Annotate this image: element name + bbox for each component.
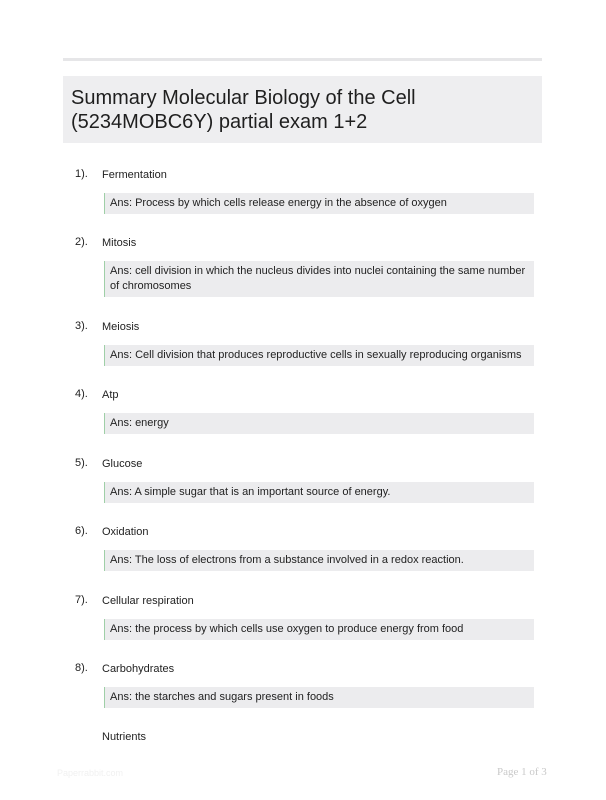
question-term: Meiosis [102, 321, 140, 333]
question-term: Cellular respiration [102, 595, 194, 607]
question-term: Mitosis [102, 237, 137, 249]
question-number: 8). [75, 662, 88, 674]
answer-box: Ans: the process by which cells use oxygen to produce energy from food [104, 619, 534, 640]
question-number: 1). [75, 168, 88, 180]
page-indicator: Page 1 of 3 [497, 766, 547, 778]
watermark-text: Paperrabbit.com [57, 768, 124, 778]
answer-box: Ans: cell division in which the nucleus divides into nuclei containing the same number of chromosomes [104, 261, 534, 297]
question-term: Carbohydrates [102, 663, 175, 675]
question-number: 6). [75, 525, 88, 537]
question-term: Oxidation [102, 526, 149, 538]
answer-box: Ans: Process by which cells release energy in the absence of oxygen [104, 193, 534, 214]
question-term: Fermentation [102, 169, 167, 181]
page-title: Summary Molecular Biology of the Cell (5234MOBC6Y) partial exam 1+2 [71, 87, 416, 133]
answer-box: Ans: A simple sugar that is an important source of energy. [104, 482, 534, 503]
question-number: 2). [75, 236, 88, 248]
question-term: Glucose [102, 458, 143, 470]
question-term: Atp [102, 389, 119, 401]
question-number: 3). [75, 320, 88, 332]
question-number: 5). [75, 457, 88, 469]
question-number: 7). [75, 594, 88, 606]
answer-box: Ans: Cell division that produces reproductive cells in sexually reproducing organisms [104, 345, 534, 366]
question-number: 4). [75, 388, 88, 400]
question-term: Nutrients [102, 731, 147, 743]
answer-box: Ans: The loss of electrons from a substance involved in a redox reaction. [104, 550, 534, 571]
answer-box: Ans: the starches and sugars present in foods [104, 687, 534, 708]
answer-box: Ans: energy [104, 413, 534, 434]
